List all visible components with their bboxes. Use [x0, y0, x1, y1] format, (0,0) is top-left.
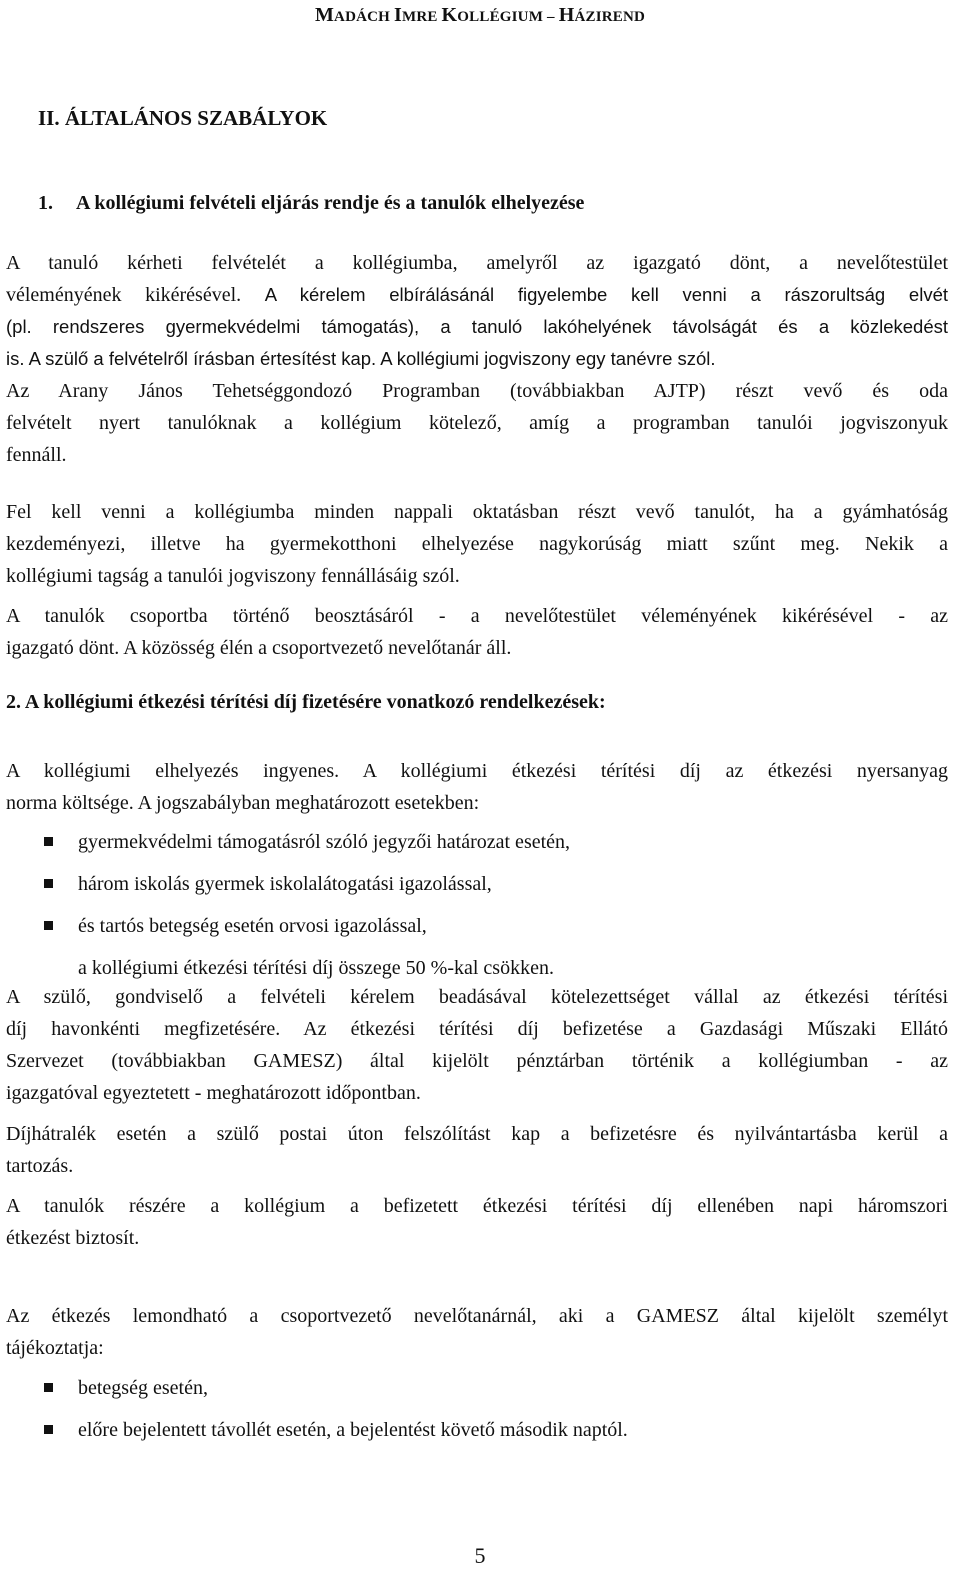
- paragraph-payment: [6, 981, 948, 1109]
- subsection-title-1: [38, 192, 584, 215]
- square-bullet-icon: [44, 1425, 53, 1434]
- text-line: (pl. rendszeres gyermekvédelmi támogatás), a tanuló lakóhelyének távolságát és a közlekedést: [6, 316, 948, 337]
- list-item-text: betegség esetén,: [78, 1377, 208, 1399]
- text-line: igazgatóval egyeztetett - meghatározott időpontban.: [6, 1082, 421, 1104]
- square-bullet-icon: [44, 837, 53, 846]
- text-span: véleményének kikérésével.: [6, 284, 242, 306]
- subsection-heading: A kollégiumi felvételi eljárás rendje és a tanulók elhelyezése: [76, 192, 585, 214]
- discount-list: [6, 826, 948, 994]
- text-line: felvételt nyert tanulóknak a kollégium kötelező, amíg a programban tanulói jogviszonyuk: [6, 412, 948, 434]
- header-text: I: [394, 4, 402, 26]
- subsection-number: 1.: [38, 192, 53, 214]
- text-line: norma költsége. A jogszabályban meghatározott esetekben:: [6, 792, 480, 814]
- text-line: fennáll.: [6, 444, 67, 466]
- square-bullet-icon: [44, 1383, 53, 1392]
- header-text: H: [558, 4, 575, 26]
- text-line: Az Arany János Tehetséggondozó Programban (továbbiakban AJTP) részt vevő és oda: [6, 380, 948, 402]
- list-item-text: három iskolás gyermek iskolalátogatási igazolással,: [78, 873, 492, 895]
- text-line: kezdeményezi, illetve ha gyermekotthoni elhelyezése nagykorúság miatt szűnt meg. Nekik a: [6, 533, 948, 555]
- text-line: tartozás.: [6, 1155, 74, 1177]
- paragraph-arrears: [6, 1118, 948, 1182]
- paragraph-groups: [6, 600, 948, 664]
- paragraph-admission: [6, 247, 948, 471]
- header-text: OLLÉGIUM –: [457, 9, 559, 25]
- list-item: [6, 868, 948, 910]
- header-text: ADÁCH: [334, 9, 394, 25]
- page-header: [0, 4, 960, 27]
- text-line: Az étkezés lemondható a csoportvezető nevelőtanárnál, aki a GAMESZ által kijelölt személyt: [6, 1305, 948, 1327]
- text-line: is. A szülő a felvételről írásban értesítést kap. A kollégiumi jogviszony egy tanévre szól.: [6, 348, 716, 369]
- header-text: ÁZIREND: [574, 9, 646, 25]
- list-item: [6, 1372, 948, 1414]
- text-line: Szervezet (továbbiakban GAMESZ) által kijelölt pénztárban történik a kollégiumban - az: [6, 1050, 948, 1072]
- text-line: Díjhátralék esetén a szülő postai úton felszólítást kap a befizetésre és nyilvántartásba kerül a: [6, 1123, 948, 1145]
- list-item: [6, 826, 948, 868]
- text-line: Fel kell venni a kollégiumba minden nappali oktatásban részt vevő tanulót, ha a gyámhatóság: [6, 501, 948, 523]
- list-item-text: gyermekvédelmi támogatásról szóló jegyzői határozat esetén,: [78, 831, 571, 853]
- text-line: A szülő, gondviselő a felvételi kérelem beadásával kötelezettséget vállal az étkezési térítési: [6, 986, 948, 1008]
- text-line: tájékoztatja:: [6, 1337, 104, 1359]
- text-line: étkezést biztosít.: [6, 1227, 140, 1249]
- text-span-sans: A kérelem elbírálásánál figyelembe kell venni a rászorultság elvét: [264, 284, 949, 305]
- paragraph-fees: [6, 755, 948, 819]
- page-number: 5: [474, 1543, 486, 1568]
- text-line: A tanulók csoportba történő beosztásáról - a nevelőtestület véleményének kikérésével - az: [6, 605, 948, 627]
- paragraph-cancellation: [6, 1300, 948, 1364]
- cancellation-list: [6, 1372, 948, 1456]
- list-item-text: a kollégiumi étkezési térítési díj összege 50 %-kal csökken.: [78, 957, 554, 979]
- text-line: igazgató dönt. A közösség élén a csoportvezető nevelőtanár áll.: [6, 637, 512, 659]
- square-bullet-icon: [44, 879, 53, 888]
- paragraph-meals: [6, 1190, 948, 1254]
- text-line: [6, 279, 948, 311]
- text-line: díj havonkénti megfizetésére. Az étkezési térítési díj befizetése a Gazdasági Műszaki Ellátó: [6, 1018, 948, 1040]
- text-line: kollégiumi tagság a tanulói jogviszony fennállásáig szól.: [6, 565, 460, 587]
- header-text: MRE: [401, 9, 442, 25]
- section-title: II. ÁLTALÁNOS SZABÁLYOK: [38, 106, 328, 130]
- list-item-text: és tartós betegség esetén orvosi igazolással,: [78, 915, 427, 937]
- header-text: M: [314, 4, 335, 26]
- list-item: [6, 910, 948, 952]
- text-line: A kollégiumi elhelyezés ingyenes. A kollégiumi étkezési térítési díj az étkezési nyersanyag: [6, 760, 948, 782]
- list-item: [6, 1414, 948, 1456]
- paragraph-guardianship: [6, 496, 948, 592]
- square-bullet-icon: [44, 921, 53, 930]
- list-item-text: előre bejelentett távollét esetén, a bejelentést követő második naptól.: [78, 1419, 628, 1441]
- text-line: A tanulók részére a kollégium a befizetett étkezési térítési díj ellenében napi háromszori: [6, 1195, 948, 1217]
- subsection-title-2: 2. A kollégiumi étkezési térítési díj fizetésére vonatkozó rendelkezések:: [6, 691, 606, 713]
- header-text: K: [441, 4, 458, 26]
- text-line: A tanuló kérheti felvételét a kollégiumba, amelyről az igazgató dönt, a nevelőtestület: [6, 252, 948, 274]
